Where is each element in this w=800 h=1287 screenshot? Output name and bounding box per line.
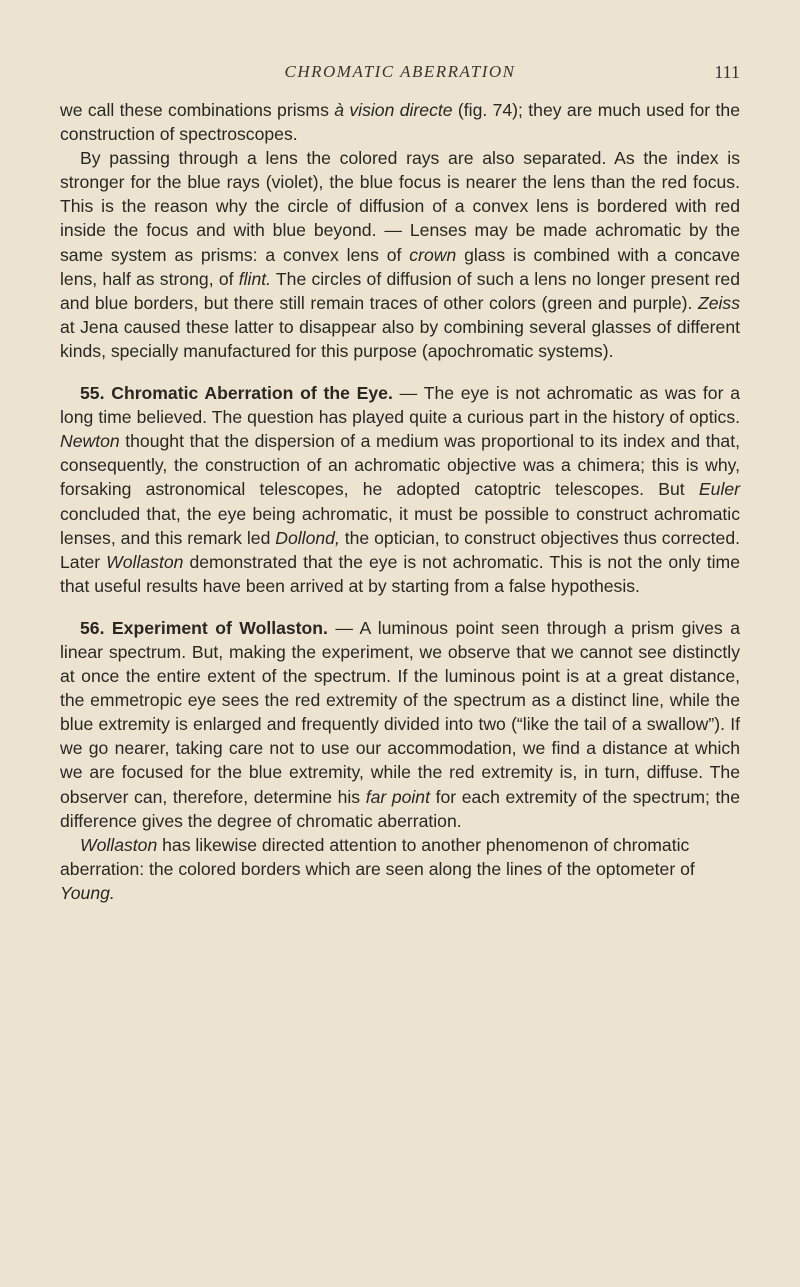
italic-name: Wollaston (80, 834, 158, 855)
italic-name: Dollond, (275, 527, 340, 548)
paragraph-lenses (60, 146, 740, 363)
text-run: By passing through a lens the colored rays are also separated. As the index is stronger for the blue rays (violet), the blue focus is nearer the lens than the red focus. This is the reason why the circle of diffusion of a convex lens is bordered with red inside the focus and with blue beyond. — Lenses may be made achromatic by the same system as prisms: a convex lens of (60, 148, 740, 265)
section-56 (60, 616, 740, 833)
text-run: demonstrated that the eye is not achromatic. This is not the only time that useful results have been arrived at by starting from a false hypothesis. (60, 551, 740, 596)
page-header (60, 62, 740, 92)
text-run: — The eye is not achromatic as was for a long time believed. The question has played quite a curious part in the history of optics. (60, 383, 740, 428)
page-number: 111 (714, 62, 740, 82)
text-run: has likewise directed attention to another phenomenon of chromatic aberration: the colored borders which are seen along the lines of the optometer of (60, 834, 695, 879)
body-text (60, 98, 740, 905)
italic-term: crown (409, 244, 457, 265)
italic-name: Wollaston (106, 551, 184, 572)
text-run: thought that the dispersion of a medium was proportional to its index and that, consequently, the construction of an achromatic objective was a chimera; this is why, forsaking astronomical telescopes, he adopted catoptric telescopes. But (60, 431, 740, 500)
section-heading: 55. Chromatic Aberration of the Eye. (80, 383, 393, 404)
italic-term: far point (365, 786, 430, 807)
text-run: The circles of diffusion of such a lens no longer present red and blue borders, but there still remain traces of other colors (green and purple). (60, 268, 740, 313)
italic-name: Euler (698, 479, 740, 500)
text-run: — A luminous point seen through a prism gives a linear spectrum. But, making the experiment, we observe that we cannot see distinctly at once the entire extent of the spectrum. If the luminous point is at a great distance, the emmetropic eye sees the red extremity of the spectrum as a distinct line, while the blue extremity is enlarged and frequently divided into two (“like the tail of a swallow”). If we go nearer, taking care not to use our accommodation, we find a distance at which we are focused for the blue extremity, while the red extremity is, in turn, diffuse. The observer can, therefore, determine his (60, 617, 740, 807)
text-run: we call these combinations prisms (60, 100, 335, 120)
text-run: (fig. 74); they are much used for the construction of spectroscopes. (60, 100, 740, 145)
text-run: glass is combined with a concave lens, half as strong, of (60, 244, 740, 289)
paragraph-optometer (60, 833, 740, 905)
section-heading: 56. Experiment of Wollaston. (80, 617, 328, 638)
italic-name: Newton (60, 431, 120, 452)
section-55 (60, 381, 740, 598)
italic-term: Zeiss (697, 292, 740, 313)
text-run: the optician, to construct objectives thus corrected. Later (60, 527, 741, 572)
paragraph-continuation (60, 98, 740, 146)
italic-name: Young. (60, 882, 115, 903)
italic-term: flint. (238, 268, 272, 289)
text-run: concluded that, the eye being achromatic, it must be possible to construct achromatic lenses, and this remark led (60, 503, 740, 548)
italic-term: à vision directe (334, 100, 453, 120)
text-run: for each extremity of the spectrum; the difference gives the degree of chromatic aberration. (60, 786, 740, 831)
running-title: CHROMATIC ABERRATION (284, 62, 516, 81)
text-run: at Jena caused these latter to disappear also by combining several glasses of different kinds, specially manufactured for this purpose (apochromatic systems). (60, 316, 740, 361)
